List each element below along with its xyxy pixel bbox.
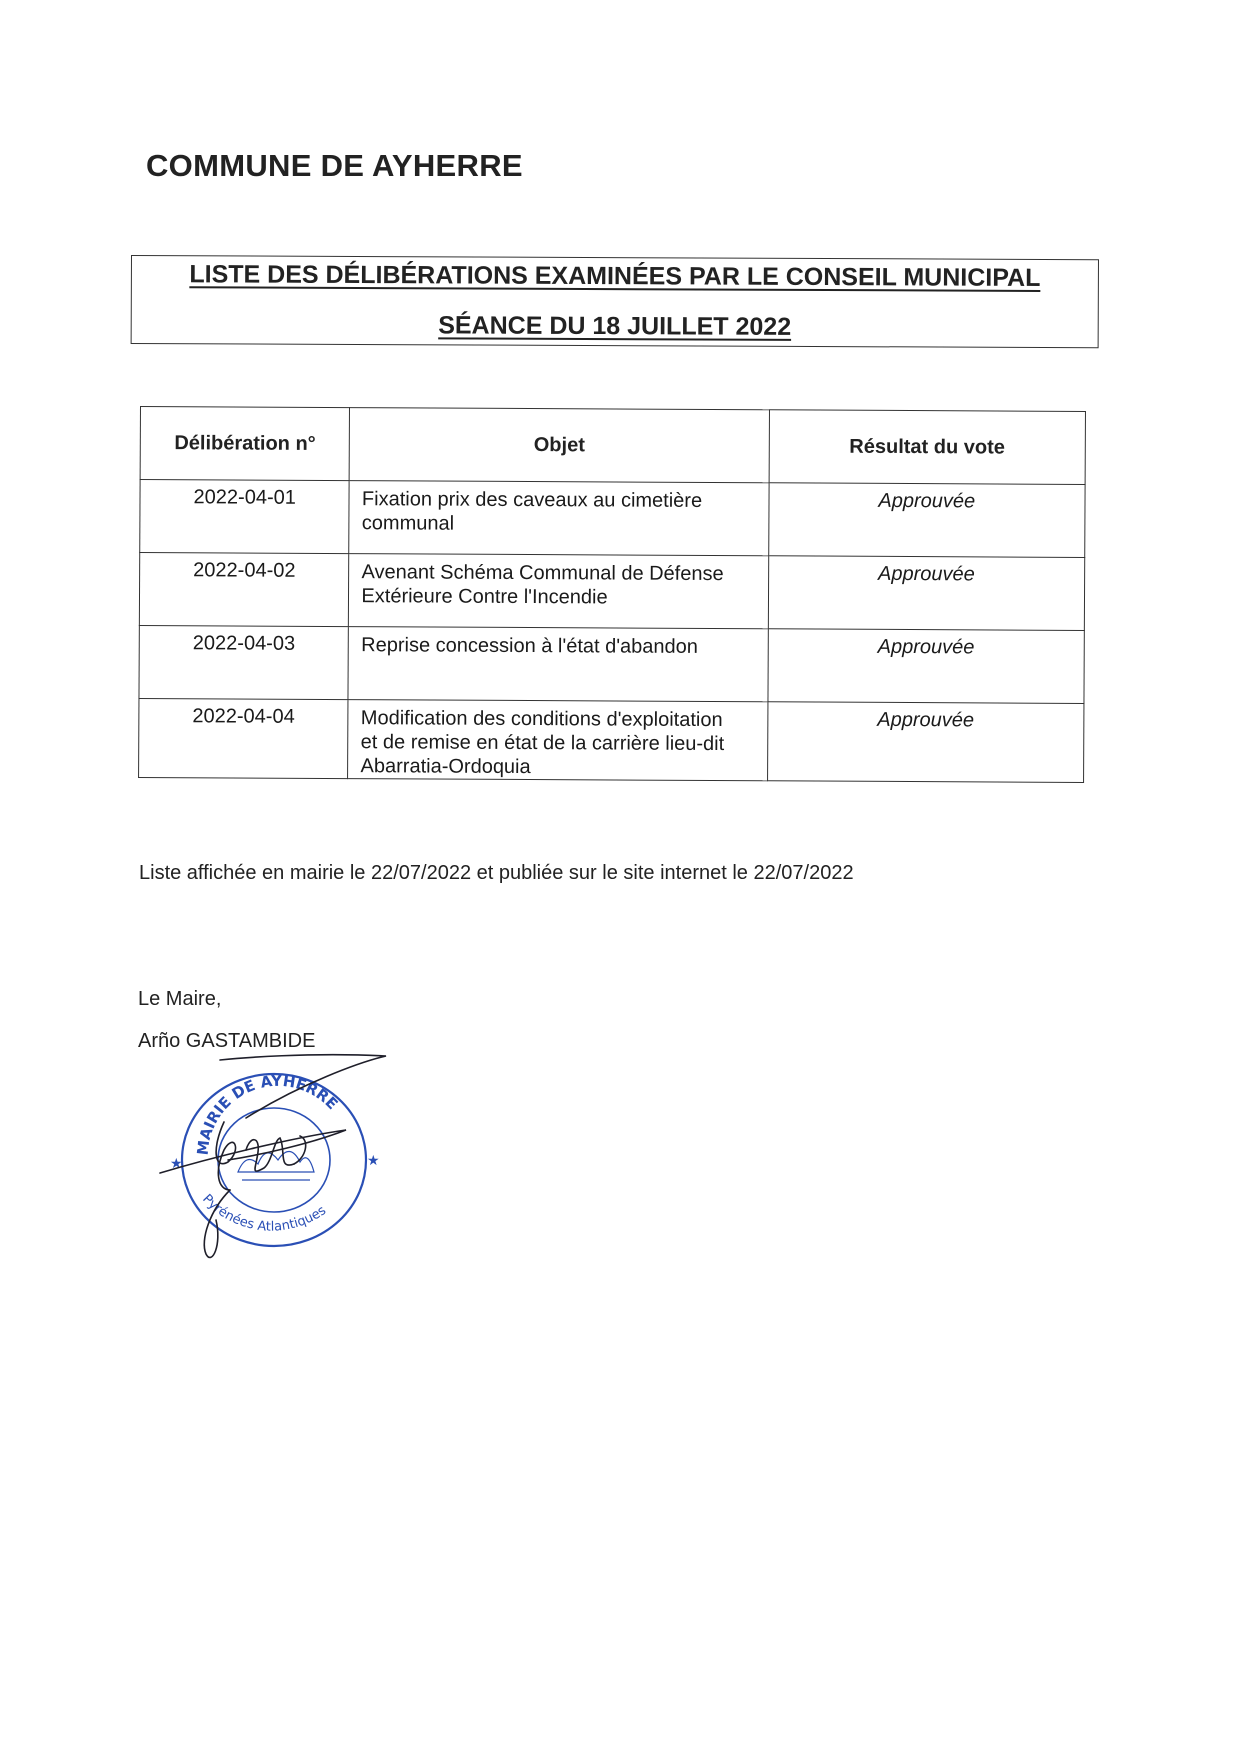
title-line-2: SÉANCE DU 18 JUILLET 2022 [438,311,792,341]
publication-notice: Liste affichée en mairie le 22/07/2022 et publiée sur le site internet le 22/07/2022 [139,862,854,884]
deliberation-object [349,554,769,629]
deliberation-object [348,700,768,781]
mayor-name: Arño GASTAMBIDE [138,1030,316,1052]
object-line: Abarratia-Ordoquia [360,755,531,779]
stamp-top-text: MAIRIE DE AYHERRE [193,1071,342,1157]
svg-text:★: ★ [170,1156,183,1172]
vote-result: Approuvée [768,556,1085,631]
town-hall-stamp-icon [150,1040,400,1270]
object-line: Avenant Schéma Communal de Défense [361,561,724,586]
title-line-1: LISTE DES DÉLIBÉRATIONS EXAMINÉES PAR LE CONSEIL MUNICIPAL [189,260,1041,292]
title-box [131,255,1099,348]
header-deliberation-number: Délibération n° [140,407,350,481]
object-line: communal [361,512,455,535]
deliberation-object [348,627,768,702]
object-line: Extérieure Contre l'Incendie [361,585,608,609]
object-line: Reprise concession à l'état d'abandon [361,634,699,658]
vote-result: Approuvée [768,629,1085,704]
stamp-bottom-text: Pyrénées Atlantiques [199,1191,330,1235]
deliberation-number: 2022-04-03 [139,625,349,699]
deliberation-number: 2022-04-01 [140,480,350,554]
vote-result: Approuvée [768,483,1085,558]
table-row [139,625,1084,703]
deliberation-number: 2022-04-04 [139,698,349,778]
object-line: Fixation prix des caveaux au cimetière [361,488,703,512]
header-object: Objet [350,408,770,483]
deliberation-number: 2022-04-02 [139,553,349,627]
object-line: Modification des conditions d'exploitation [360,707,723,732]
object-line: et de remise en état de la carrière lieu-dit [360,731,725,756]
deliberations-table [138,406,1086,783]
table-row [139,698,1084,782]
mayor-label: Le Maire, [138,988,222,1010]
table-header-row [140,407,1085,485]
table-row [139,553,1084,631]
commune-heading: COMMUNE DE AYHERRE [146,148,523,183]
svg-text:★: ★ [367,1153,380,1169]
deliberation-object [349,481,769,556]
table-row [140,480,1085,558]
vote-result: Approuvée [767,702,1084,783]
header-vote-result: Résultat du vote [769,410,1086,485]
